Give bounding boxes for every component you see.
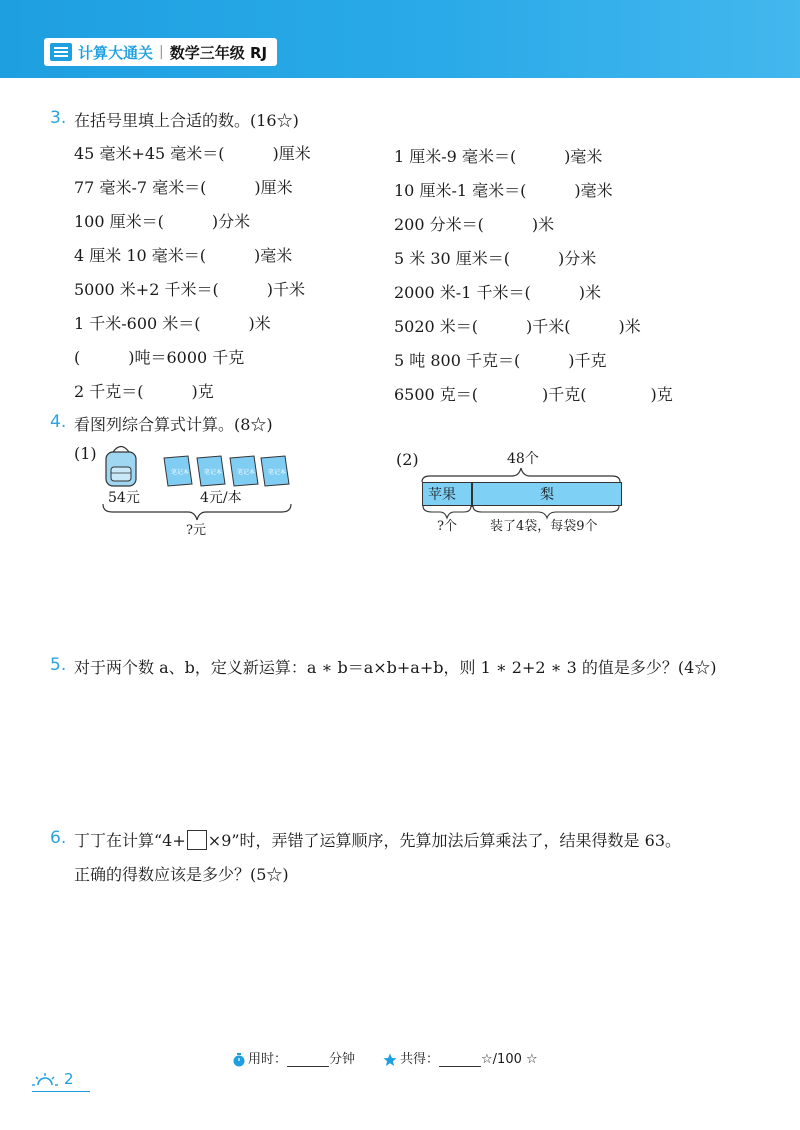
star-icon bbox=[383, 1053, 397, 1067]
notebook-icon bbox=[230, 456, 258, 486]
q6-text-after: ×9”时，弄错了运算顺序，先算加法后算乘法了，结果得数是 63。 bbox=[207, 831, 681, 850]
book-icon bbox=[50, 43, 72, 61]
notebook-label: 笔记本 bbox=[237, 469, 256, 476]
q3-left-item: ( )吨＝6000 千克 bbox=[74, 348, 245, 367]
q3-left-item: 45 毫米+45 毫米＝( )厘米 bbox=[74, 144, 311, 163]
apple-label: 苹果 bbox=[428, 487, 456, 503]
part-1-total: ?元 bbox=[186, 523, 206, 538]
q3-left-item: 4 厘米 10 毫米＝( )毫米 bbox=[74, 246, 293, 265]
notebook-icon bbox=[261, 456, 289, 486]
pear-description: 装了4袋，每袋9个 bbox=[490, 519, 598, 534]
question-4-number: 4. bbox=[50, 412, 67, 432]
notebook-label: 笔记本 bbox=[204, 469, 223, 476]
notebook-icon bbox=[164, 456, 192, 486]
question-4-text: 看图列综合算式计算。(8☆) bbox=[74, 415, 273, 434]
score-record bbox=[383, 1048, 538, 1067]
divider: | bbox=[159, 44, 164, 60]
score-blank bbox=[439, 1054, 481, 1067]
q3-right-item: 10 厘米-1 毫米＝( )毫米 bbox=[394, 181, 613, 200]
apple-count: ?个 bbox=[437, 519, 457, 534]
question-3-text: 在括号里填上合适的数。(16☆) bbox=[74, 111, 299, 130]
subject-title: 数学三年级 RJ bbox=[169, 43, 268, 62]
notebook-label: 笔记本 bbox=[268, 469, 287, 476]
q6-text-before: 丁丁在计算“4+ bbox=[74, 831, 186, 850]
pear-label: 梨 bbox=[540, 487, 554, 503]
backpack-icon bbox=[106, 447, 136, 487]
question-6-number: 6. bbox=[50, 828, 67, 848]
q3-left-item: 77 毫米-7 毫米＝( )厘米 bbox=[74, 178, 293, 197]
q3-right-item: 5020 米＝( )千米( )米 bbox=[394, 317, 641, 336]
q3-left-item: 5000 米+2 千米＝( )千米 bbox=[74, 280, 305, 299]
q3-left-item: 100 厘米＝( )分米 bbox=[74, 212, 251, 231]
question-6-line2: 正确的得数应该是多少？(5☆) bbox=[74, 865, 289, 884]
notebook-label: 笔记本 bbox=[171, 469, 190, 476]
time-blank bbox=[287, 1054, 329, 1067]
time-label: 用时： bbox=[248, 1052, 288, 1067]
q3-right-item: 2000 米-1 千米＝( )米 bbox=[394, 283, 601, 302]
q3-right-item: 200 分米＝( )米 bbox=[394, 215, 555, 234]
page-number: 2 bbox=[64, 1070, 74, 1088]
bag-price: 54元 bbox=[108, 490, 140, 506]
time-unit: 分钟 bbox=[329, 1052, 356, 1067]
q3-right-item: 1 厘米-9 毫米＝( )毫米 bbox=[394, 147, 603, 166]
question-6-text bbox=[74, 828, 681, 851]
score-unit: ☆/100 ☆ bbox=[481, 1052, 538, 1067]
part-2-total: 48个 bbox=[507, 451, 539, 467]
q3-right-item: 5 吨 800 千克＝( )千克 bbox=[394, 351, 607, 370]
page-underline bbox=[32, 1091, 90, 1092]
part-1-label: (1) bbox=[74, 444, 97, 463]
clock-icon bbox=[233, 1053, 245, 1067]
question-5-number: 5. bbox=[50, 655, 67, 675]
q3-right-item: 5 米 30 厘米＝( )分米 bbox=[394, 249, 597, 268]
score-label: 共得： bbox=[400, 1052, 440, 1067]
blank-box bbox=[187, 830, 207, 850]
q3-right-item: 6500 克＝( )千克( )克 bbox=[394, 385, 673, 404]
sun-icon bbox=[32, 1072, 58, 1088]
question-3-number: 3. bbox=[50, 108, 67, 128]
book-price: 4元/本 bbox=[200, 490, 242, 506]
q3-left-item: 2 千克＝( )克 bbox=[74, 382, 214, 401]
part-2-label: (2) bbox=[396, 450, 419, 469]
total-brace-top bbox=[420, 464, 625, 484]
time-record bbox=[233, 1048, 355, 1067]
notebook-icon bbox=[197, 456, 225, 486]
header-tag bbox=[44, 38, 277, 66]
series-title: 计算大通关 bbox=[78, 43, 154, 62]
q3-left-item: 1 千米-600 米＝( )米 bbox=[74, 314, 271, 333]
question-5-text: 对于两个数 a、b，定义新运算：a ∗ b＝a×b+a+b，则 1 ∗ 2+2 ∗ 3 的值是多少？(4☆) bbox=[74, 658, 717, 677]
